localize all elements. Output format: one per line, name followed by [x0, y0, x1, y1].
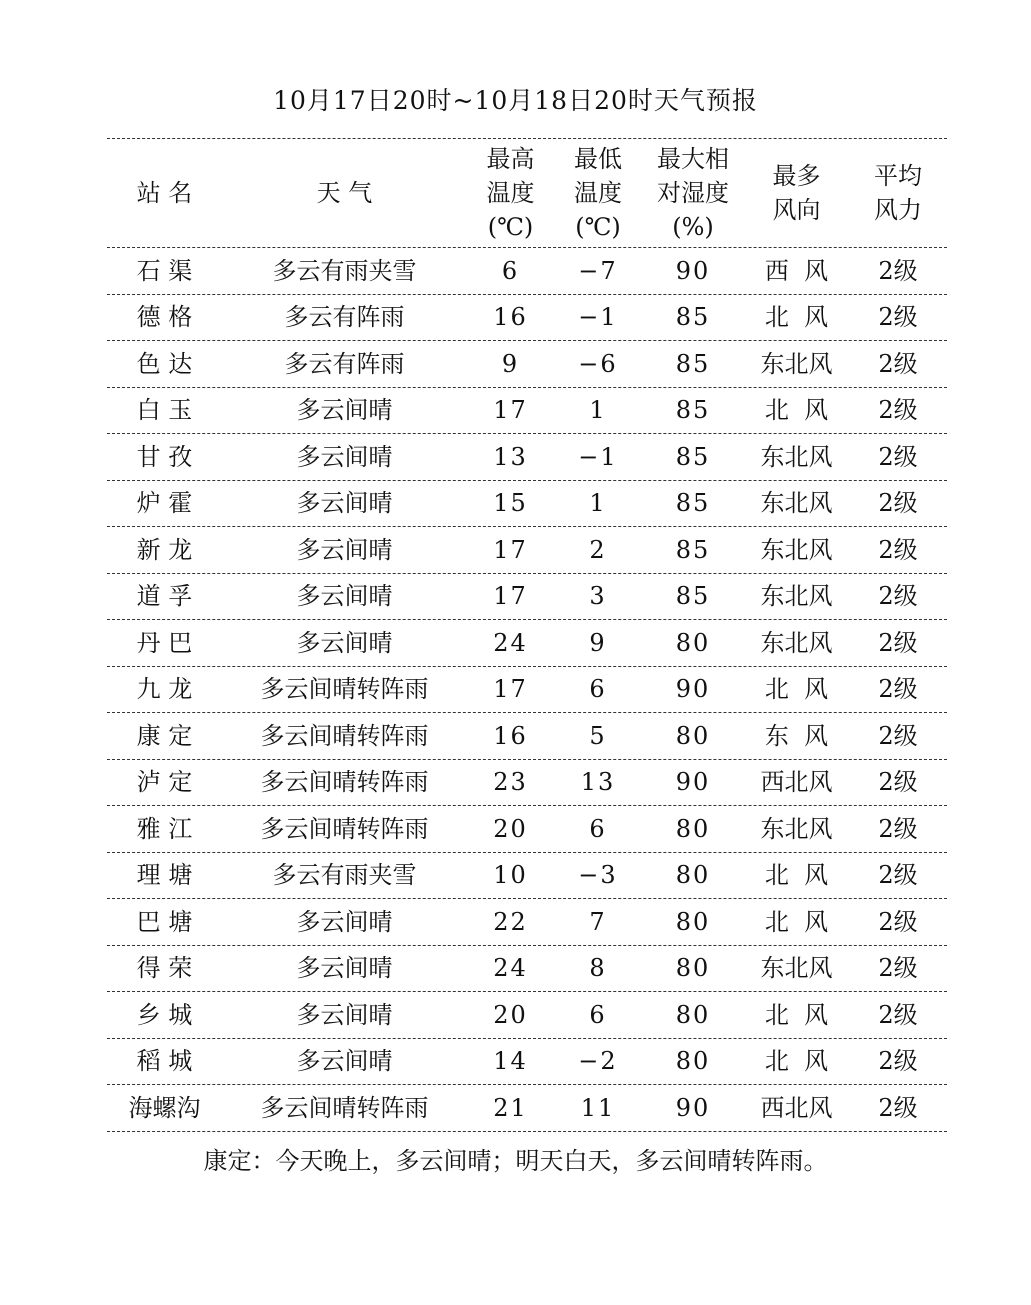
header-max-humidity: 最大相 对湿度 (%) [657, 145, 729, 241]
max-temp-cell: 17 [493, 675, 528, 704]
wind-force-cell: 2级 [878, 1000, 918, 1029]
humidity-cell: 85 [675, 582, 711, 611]
wind-direction-cell: 北 风 [764, 907, 829, 936]
wind-direction-cell: 西北风 [760, 768, 833, 797]
header-max-temp: 最高 温度 (℃) [486, 145, 535, 241]
min-temp-cell: −3 [578, 861, 618, 890]
station-cell: 九 龙 [136, 675, 193, 704]
weather-cell: 多云间晴 [296, 1047, 393, 1076]
wind-force-cell: 2级 [878, 1093, 918, 1122]
station-cell: 理 塘 [136, 861, 193, 890]
station-cell: 海螺沟 [128, 1093, 201, 1122]
wind-direction-cell: 东北风 [760, 349, 833, 378]
weather-cell: 多云间晴 [296, 628, 393, 657]
header-wind-direction: 最多 风向 [772, 162, 821, 224]
weather-cell: 多云间晴 [296, 954, 393, 983]
wind-force-cell: 2级 [878, 907, 918, 936]
wind-force-cell: 2级 [878, 582, 918, 611]
max-temp-cell: 22 [493, 907, 528, 936]
weather-cell: 多云间晴转阵雨 [260, 814, 429, 843]
station-cell: 康 定 [136, 721, 193, 750]
table-row [107, 388, 947, 435]
min-temp-cell: 3 [589, 582, 607, 611]
wind-direction-cell: 北 风 [764, 396, 829, 425]
humidity-cell: 90 [675, 1093, 711, 1122]
humidity-cell: 80 [675, 954, 711, 983]
humidity-cell: 85 [675, 442, 711, 471]
wind-direction-cell: 东北风 [760, 442, 833, 471]
min-temp-cell: −1 [578, 442, 618, 471]
wind-direction-cell: 西北风 [760, 1093, 833, 1122]
table-row [107, 667, 947, 714]
humidity-cell: 85 [675, 396, 711, 425]
humidity-cell: 80 [675, 861, 711, 890]
wind-force-cell: 2级 [878, 303, 918, 332]
header-station: 站 名 [136, 179, 193, 207]
wind-direction-cell: 北 风 [764, 1047, 829, 1076]
table-row [107, 713, 947, 760]
station-cell: 得 荣 [136, 954, 193, 983]
wind-direction-cell: 东北风 [760, 582, 833, 611]
header-min-temp: 最低 温度 (℃) [574, 145, 622, 241]
table-row [107, 992, 947, 1039]
station-cell: 白 玉 [136, 396, 193, 425]
max-temp-cell: 23 [493, 768, 528, 797]
max-temp-cell: 24 [493, 628, 528, 657]
min-temp-cell: 9 [589, 628, 607, 657]
wind-direction-cell: 东北风 [760, 628, 833, 657]
wind-force-cell: 2级 [878, 442, 918, 471]
table-row [107, 806, 947, 853]
humidity-cell: 90 [675, 256, 711, 285]
weather-cell: 多云有雨夹雪 [272, 861, 417, 890]
table-row [107, 434, 947, 481]
humidity-cell: 80 [675, 907, 711, 936]
wind-force-cell: 2级 [878, 721, 918, 750]
wind-direction-cell: 东北风 [760, 489, 833, 518]
min-temp-cell: 11 [580, 1093, 616, 1122]
table-row [107, 481, 947, 528]
station-cell: 道 孚 [136, 582, 193, 611]
station-cell: 泸 定 [136, 768, 193, 797]
weather-cell: 多云间晴 [296, 442, 393, 471]
max-temp-cell: 24 [493, 954, 528, 983]
max-temp-cell: 17 [493, 582, 528, 611]
humidity-cell: 90 [675, 675, 711, 704]
wind-force-cell: 2级 [878, 768, 918, 797]
max-temp-cell: 10 [493, 861, 528, 890]
humidity-cell: 80 [675, 1000, 711, 1029]
humidity-cell: 85 [675, 303, 711, 332]
wind-direction-cell: 东北风 [760, 814, 833, 843]
table-header [107, 138, 947, 248]
max-temp-cell: 9 [501, 349, 520, 378]
table-row [107, 853, 947, 900]
weather-cell: 多云有阵雨 [284, 303, 405, 332]
min-temp-cell: −1 [578, 303, 618, 332]
footnote: 康定：今天晚上，多云间晴；明天白天，多云间晴转阵雨。 [203, 1147, 828, 1175]
max-temp-cell: 16 [493, 721, 528, 750]
max-temp-cell: 17 [493, 535, 528, 564]
max-temp-cell: 14 [493, 1047, 528, 1076]
max-temp-cell: 6 [501, 256, 520, 285]
wind-force-cell: 2级 [878, 675, 918, 704]
weather-cell: 多云间晴转阵雨 [260, 721, 429, 750]
header-weather: 天 气 [316, 179, 373, 207]
wind-force-cell: 2级 [878, 814, 918, 843]
table-row [107, 295, 947, 342]
station-cell: 丹 巴 [136, 628, 193, 657]
station-cell: 巴 塘 [136, 907, 193, 936]
wind-force-cell: 2级 [878, 349, 918, 378]
max-temp-cell: 21 [493, 1093, 528, 1122]
wind-force-cell: 2级 [878, 628, 918, 657]
max-temp-cell: 17 [493, 396, 528, 425]
weather-cell: 多云间晴 [296, 489, 393, 518]
min-temp-cell: 6 [589, 675, 607, 704]
weather-cell: 多云间晴转阵雨 [260, 1093, 429, 1122]
weather-cell: 多云间晴 [296, 582, 393, 611]
wind-force-cell: 2级 [878, 256, 918, 285]
wind-direction-cell: 北 风 [764, 675, 829, 704]
page-title: 10月17日20时~10月18日20时天气预报 [273, 86, 758, 115]
min-temp-cell: 7 [589, 907, 607, 936]
weather-cell: 多云间晴 [296, 1000, 393, 1029]
min-temp-cell: 1 [589, 489, 607, 518]
wind-force-cell: 2级 [878, 489, 918, 518]
weather-cell: 多云间晴 [296, 907, 393, 936]
humidity-cell: 80 [675, 721, 711, 750]
forecast-table [107, 138, 947, 1132]
station-cell: 炉 霍 [136, 489, 193, 518]
humidity-cell: 85 [675, 489, 711, 518]
station-cell: 稻 城 [136, 1047, 193, 1076]
table-row [107, 527, 947, 574]
table-row [107, 248, 947, 295]
header-wind-force: 平均 风力 [874, 162, 922, 224]
wind-force-cell: 2级 [878, 1047, 918, 1076]
weather-cell: 多云间晴转阵雨 [260, 675, 429, 704]
humidity-cell: 90 [675, 768, 711, 797]
min-temp-cell: −2 [578, 1047, 618, 1076]
max-temp-cell: 20 [493, 1000, 528, 1029]
min-temp-cell: 8 [589, 954, 607, 983]
station-cell: 德 格 [136, 303, 193, 332]
station-cell: 色 达 [136, 349, 193, 378]
wind-direction-cell: 东 风 [764, 721, 829, 750]
table-row [107, 341, 947, 388]
min-temp-cell: 1 [589, 396, 607, 425]
wind-direction-cell: 东北风 [760, 535, 833, 564]
wind-force-cell: 2级 [878, 396, 918, 425]
humidity-cell: 85 [675, 535, 711, 564]
table-row [107, 899, 947, 946]
weather-cell: 多云有雨夹雪 [272, 256, 417, 285]
humidity-cell: 80 [675, 814, 711, 843]
wind-direction-cell: 北 风 [764, 303, 829, 332]
humidity-cell: 85 [675, 349, 711, 378]
max-temp-cell: 16 [493, 303, 528, 332]
wind-direction-cell: 东北风 [760, 954, 833, 983]
weather-cell: 多云间晴转阵雨 [260, 768, 429, 797]
min-temp-cell: 6 [589, 814, 607, 843]
wind-direction-cell: 西 风 [764, 256, 829, 285]
min-temp-cell: −7 [578, 256, 618, 285]
max-temp-cell: 13 [493, 442, 528, 471]
station-cell: 新 龙 [136, 535, 193, 564]
max-temp-cell: 20 [493, 814, 528, 843]
max-temp-cell: 15 [493, 489, 528, 518]
table-row [107, 1085, 947, 1132]
min-temp-cell: 5 [589, 721, 607, 750]
min-temp-cell: 2 [589, 535, 607, 564]
station-cell: 甘 孜 [136, 442, 193, 471]
station-cell: 雅 江 [136, 814, 193, 843]
table-row [107, 946, 947, 993]
wind-direction-cell: 北 风 [764, 1000, 829, 1029]
min-temp-cell: 13 [580, 768, 616, 797]
table-row [107, 760, 947, 807]
table-body [107, 248, 947, 1132]
weather-cell: 多云间晴 [296, 396, 393, 425]
table-row [107, 1039, 947, 1086]
table-row [107, 620, 947, 667]
station-cell: 石 渠 [136, 256, 193, 285]
wind-force-cell: 2级 [878, 954, 918, 983]
min-temp-cell: −6 [578, 349, 618, 378]
weather-cell: 多云间晴 [296, 535, 393, 564]
humidity-cell: 80 [675, 1047, 711, 1076]
table-row [107, 574, 947, 621]
wind-force-cell: 2级 [878, 861, 918, 890]
min-temp-cell: 6 [589, 1000, 607, 1029]
wind-direction-cell: 北 风 [764, 861, 829, 890]
humidity-cell: 80 [675, 628, 711, 657]
station-cell: 乡 城 [136, 1000, 193, 1029]
wind-force-cell: 2级 [878, 535, 918, 564]
weather-cell: 多云有阵雨 [284, 349, 405, 378]
